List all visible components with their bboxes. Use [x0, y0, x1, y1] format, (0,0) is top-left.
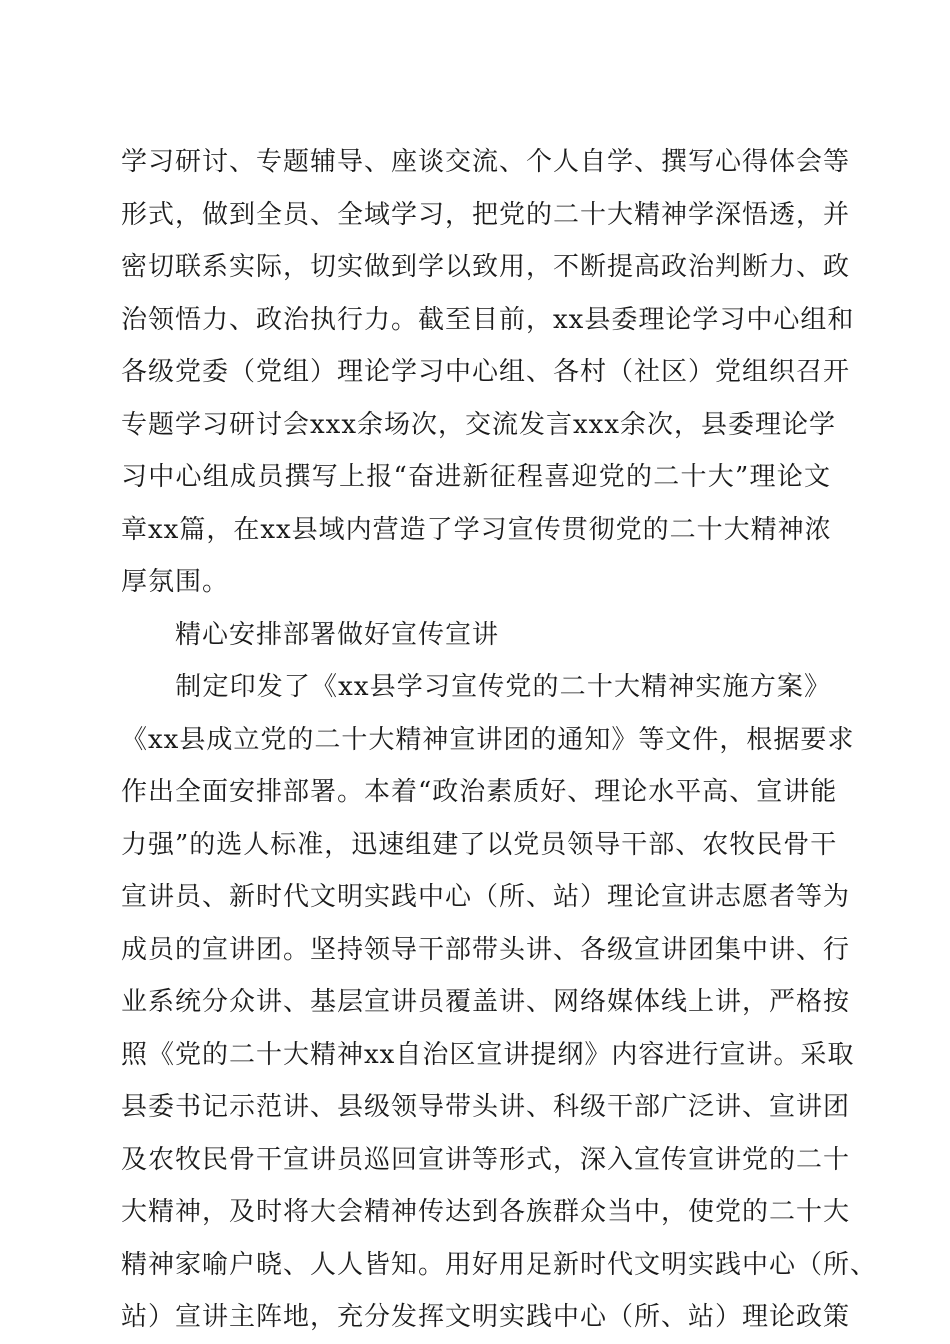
text-line: 形式，做到全员、全域学习，把党的二十大精神学深悟透，并: [121, 199, 851, 230]
text-line: 专题学习研讨会xxx余场次，交流发言xxx余次，县委理论学: [121, 409, 836, 440]
text-line: 章xx篇，在xx县域内营造了学习宣传贯彻党的二十大精神浓: [121, 514, 832, 545]
text-line: 县委书记示范讲、县级领导带头讲、科级干部广泛讲、宣讲团: [121, 1092, 851, 1122]
text-line: 各级党委（党组）理论学习中心组、各村（社区）党组织召开: [121, 357, 851, 387]
body-text: [121, 136, 878, 1344]
text-line: 习中心组成员撰写上报“奋进新征程喜迎党的二十大”理论文: [121, 462, 831, 492]
paragraph-study: [121, 136, 855, 609]
text-line: 站）宣讲主阵地，充分发挥文明实践中心（所、站）理论政策: [121, 1302, 851, 1332]
text-line: 力强”的选人标准，迅速组建了以党员领导干部、农牧民骨干: [121, 829, 838, 860]
text-line: 及农牧民骨干宣讲员巡回宣讲等形式，深入宣传宣讲党的二十: [121, 1144, 851, 1175]
text-line: 大精神，及时将大会精神传达到各族群众当中，使党的二十大: [121, 1197, 851, 1227]
text-line: 业系统分众讲、基层宣讲员覆盖讲、网络媒体线上讲，严格按: [121, 987, 851, 1017]
text-line: 治领悟力、政治执行力。截至目前，xx县委理论学习中心组和: [121, 304, 855, 335]
text-line: 宣讲员、新时代文明实践中心（所、站）理论宣讲志愿者等为: [121, 882, 851, 912]
text-line: 成员的宣讲团。坚持领导干部带头讲、各级宣讲团集中讲、行: [121, 934, 851, 965]
text-line: 照《党的二十大精神xx自治区宣讲提纲》内容进行宣讲。采取: [121, 1039, 855, 1070]
paragraph-propaganda: [121, 661, 878, 1344]
text-line: 厚氛围。: [121, 567, 230, 597]
section-heading: 精心安排部署做好宣传宣讲: [121, 619, 500, 650]
text-line: 《xx县成立党的二十大精神宣讲团的通知》等文件，根据要求: [121, 724, 855, 755]
text-line: 作出全面安排部署。本着“政治素质好、理论水平高、宣讲能: [121, 777, 838, 807]
text-line: 制定印发了《xx县学习宣传党的二十大精神实施方案》: [121, 672, 831, 702]
text-line: 精神家喻户晓、人人皆知。用好用足新时代文明实践中心（所、: [121, 1249, 878, 1280]
text-line: 密切联系实际，切实做到学以致用，不断提高政治判断力、政: [121, 252, 851, 282]
text-line: 学习研讨、专题辅导、座谈交流、个人自学、撰写心得体会等: [121, 147, 851, 177]
